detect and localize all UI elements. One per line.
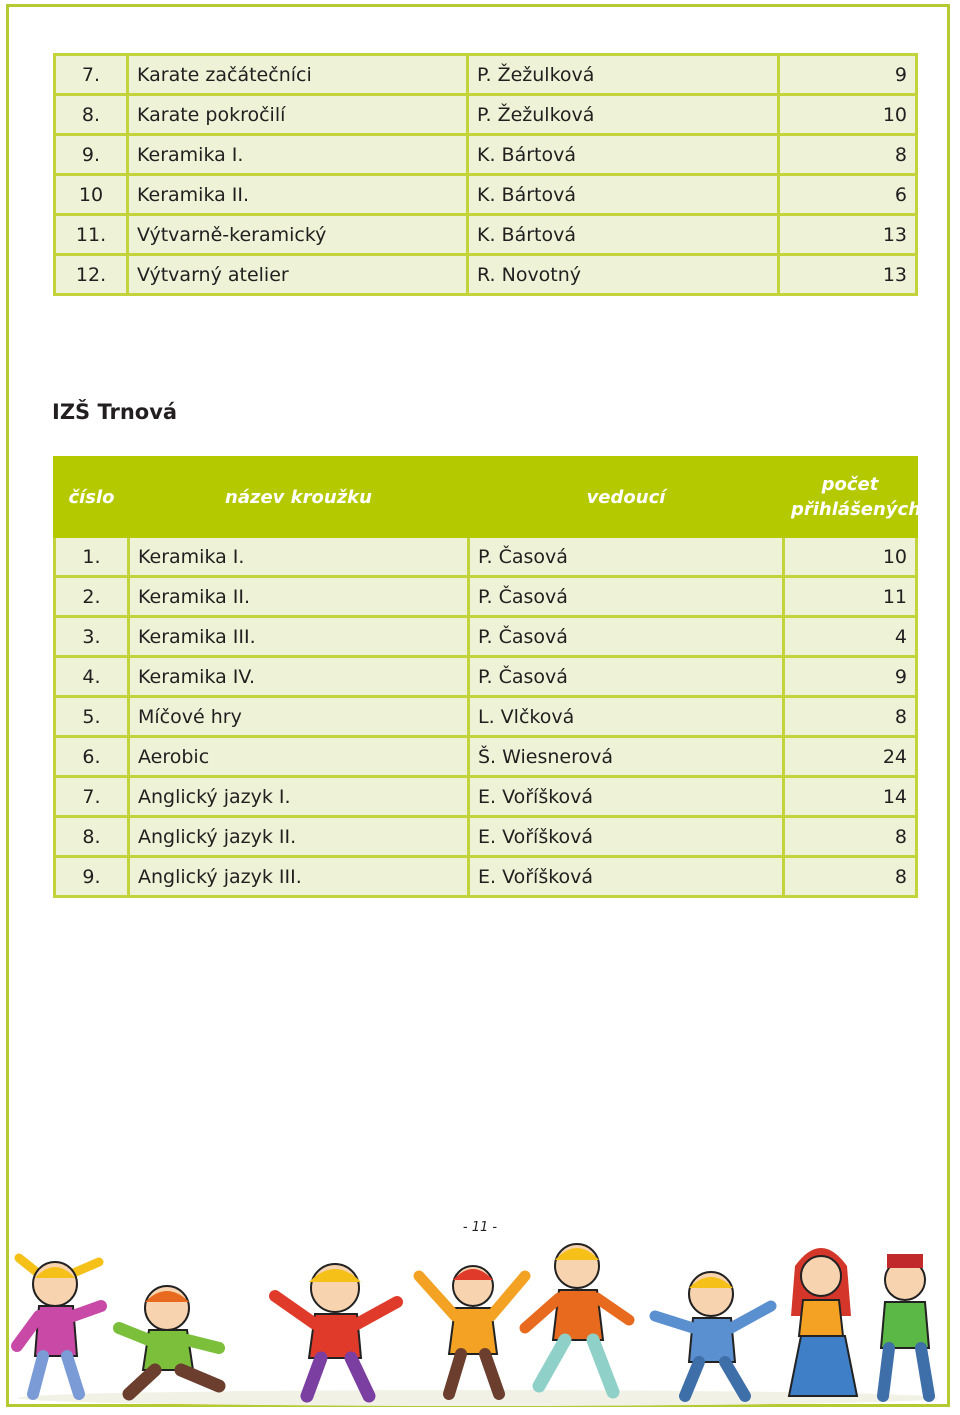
row-number: 8. — [55, 95, 128, 135]
club-name: Výtvarně-keramický — [128, 215, 468, 255]
header-leader: vedoucí — [469, 458, 784, 537]
row-number: 12. — [55, 255, 128, 295]
row-number: 2. — [55, 577, 129, 617]
page-number: - 11 - — [462, 1220, 498, 1235]
leader-name: P. Časová — [469, 657, 784, 697]
header-club-name: název kroužku — [129, 458, 469, 537]
registered-count: 6 — [779, 175, 917, 215]
registered-count: 8 — [784, 817, 917, 857]
table-row — [55, 657, 917, 697]
club-name: Anglický jazyk II. — [129, 817, 469, 857]
leader-name: P. Žežulková — [468, 95, 779, 135]
leader-name: K. Bártová — [468, 175, 779, 215]
leader-name: L. Vlčková — [469, 697, 784, 737]
leader-name: P. Časová — [469, 577, 784, 617]
registered-count: 8 — [784, 697, 917, 737]
row-number: 7. — [55, 55, 128, 95]
registered-count: 14 — [784, 777, 917, 817]
table-row — [55, 857, 917, 897]
table-row — [55, 175, 917, 215]
table-row — [55, 135, 917, 175]
club-name: Míčové hry — [129, 697, 469, 737]
registered-count: 8 — [779, 135, 917, 175]
row-number: 7. — [55, 777, 129, 817]
club-name: Keramika IV. — [129, 657, 469, 697]
child-orange-icon — [419, 1266, 525, 1394]
club-name: Anglický jazyk I. — [129, 777, 469, 817]
table-row — [55, 697, 917, 737]
club-name: Výtvarný atelier — [128, 255, 468, 295]
child-red-icon — [275, 1264, 397, 1396]
table-header-row — [55, 458, 917, 537]
header-count-line1: počet — [821, 474, 879, 495]
registered-count: 4 — [784, 617, 917, 657]
table-row — [55, 537, 917, 577]
registered-count: 8 — [784, 857, 917, 897]
child-redhead-icon — [789, 1248, 857, 1396]
row-number: 9. — [55, 135, 128, 175]
registered-count: 13 — [779, 215, 917, 255]
club-name: Karate začátečníci — [128, 55, 468, 95]
table-row — [55, 737, 917, 777]
trnova-clubs-table — [53, 456, 922, 898]
leader-name: R. Novotný — [468, 255, 779, 295]
child-blue-icon — [655, 1272, 771, 1396]
table-row — [55, 95, 917, 135]
leader-name: P. Žežulková — [468, 55, 779, 95]
leader-name: E. Voříšková — [469, 817, 784, 857]
club-name: Keramika I. — [129, 537, 469, 577]
club-name: Keramika I. — [128, 135, 468, 175]
leader-name: P. Časová — [469, 617, 784, 657]
leader-name: E. Voříšková — [469, 857, 784, 897]
section-title-izs-trnova: IZŠ Trnová — [52, 400, 178, 424]
row-number: 5. — [55, 697, 129, 737]
table-row — [55, 215, 917, 255]
leader-name: K. Bártová — [468, 135, 779, 175]
row-number: 9. — [55, 857, 129, 897]
clubs-table-body — [55, 55, 917, 295]
child-pink-icon — [17, 1258, 101, 1394]
club-name: Karate pokročilí — [128, 95, 468, 135]
table-row — [55, 817, 917, 857]
dancing-children-illustration — [9, 1236, 947, 1406]
table-row — [55, 617, 917, 657]
club-name: Anglický jazyk III. — [129, 857, 469, 897]
registered-count: 9 — [784, 657, 917, 697]
registered-count: 11 — [784, 577, 917, 617]
table-row — [55, 777, 917, 817]
header-number: číslo — [55, 458, 129, 537]
club-name: Keramika III. — [129, 617, 469, 657]
row-number: 1. — [55, 537, 129, 577]
header-count-line2: přihlášených — [791, 499, 922, 520]
leader-name: E. Voříšková — [469, 777, 784, 817]
table-row — [55, 577, 917, 617]
club-name: Keramika II. — [129, 577, 469, 617]
row-number: 3. — [55, 617, 129, 657]
child-teal-icon — [525, 1244, 629, 1392]
trnova-table-body — [55, 537, 917, 897]
registered-count: 13 — [779, 255, 917, 295]
row-number: 4. — [55, 657, 129, 697]
registered-count: 24 — [784, 737, 917, 777]
row-number: 11. — [55, 215, 128, 255]
row-number: 10 — [55, 175, 128, 215]
club-name: Keramika II. — [128, 175, 468, 215]
leader-name: K. Bártová — [468, 215, 779, 255]
leader-name: P. Časová — [469, 537, 784, 577]
header-registered-count — [784, 458, 922, 537]
registered-count: 10 — [779, 95, 917, 135]
clubs-table-continued — [53, 53, 918, 296]
table-row — [55, 255, 917, 295]
child-green-icon — [119, 1286, 219, 1394]
leader-name: Š. Wiesnerová — [469, 737, 784, 777]
row-number: 6. — [55, 737, 129, 777]
child-green-shirt-icon — [881, 1254, 929, 1396]
registered-count: 10 — [784, 537, 917, 577]
table-row — [55, 55, 917, 95]
registered-count: 9 — [779, 55, 917, 95]
club-name: Aerobic — [129, 737, 469, 777]
row-number: 8. — [55, 817, 129, 857]
